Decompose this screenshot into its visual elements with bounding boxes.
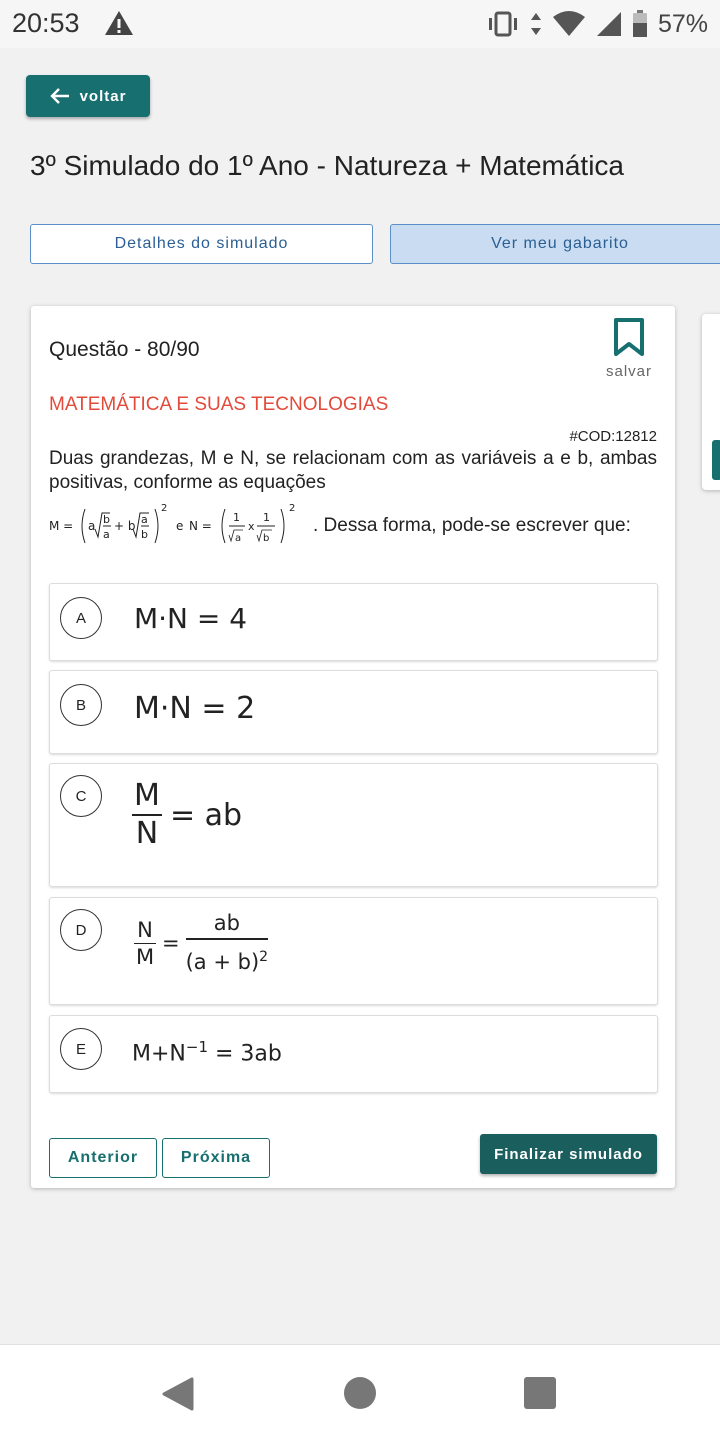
formula-one1: 1 <box>233 511 240 524</box>
formula-m-plus: + b <box>114 519 136 533</box>
bookmark-icon <box>613 318 645 356</box>
arrow-left-icon <box>50 87 70 105</box>
formula-m-lhs: M = <box>49 519 74 533</box>
option-d-rhs-numerator: ab <box>213 911 240 935</box>
nav-back-icon[interactable] <box>162 1377 194 1411</box>
page-title: 3º Simulado do 1º Ano - Natureza + Matemática <box>30 150 624 181</box>
formula-image <box>49 499 307 553</box>
battery-percent: 57% <box>657 9 708 38</box>
option-a[interactable] <box>49 583 658 661</box>
option-c-math <box>132 778 242 852</box>
option-d-letter: D <box>60 909 102 951</box>
formula-rad-a2: a <box>141 513 148 526</box>
tab-details[interactable]: Detalhes do simulado <box>30 224 373 264</box>
next-card-peek-button[interactable] <box>712 440 720 480</box>
option-e-post: = 3ab <box>215 1041 282 1067</box>
warning-icon <box>104 10 134 36</box>
battery-icon <box>632 10 648 38</box>
option-d-numerator: N <box>137 917 153 942</box>
formula-rad-b1: b <box>103 513 110 526</box>
formula-rad-b3: b <box>263 533 270 544</box>
save-button[interactable] <box>599 318 659 380</box>
question-title: Questão - 80/90 <box>49 338 200 361</box>
option-a-math: M·N = 4 <box>134 602 248 635</box>
option-e-pre: M+N <box>132 1041 186 1067</box>
option-d-equals: = <box>162 931 180 956</box>
question-code: #COD:12812 <box>569 428 657 445</box>
option-e-letter: E <box>60 1028 102 1070</box>
option-d-rhs-exponent: 2 <box>259 948 269 965</box>
formula-rad-a3: a <box>235 533 242 544</box>
finish-exam-button[interactable]: Finalizar simulado <box>480 1134 657 1174</box>
statement-formula-row <box>49 499 657 553</box>
formula-exp1: 2 <box>161 503 168 514</box>
option-d-rhs-denominator: (a + b) <box>185 949 260 974</box>
option-c-rhs: = ab <box>170 797 243 833</box>
next-button[interactable]: Próxima <box>162 1138 270 1178</box>
signal-icon <box>596 11 622 37</box>
question-card <box>31 306 675 1188</box>
option-e-math <box>132 1038 282 1066</box>
formula-rad-a1: a <box>103 528 110 541</box>
status-time: 20:53 <box>12 8 80 38</box>
formula-rad-b2: b <box>141 528 148 541</box>
save-label: salvar <box>605 363 652 380</box>
option-d-denominator: M <box>135 945 155 969</box>
formula-n-lhs: N = <box>189 519 212 533</box>
data-arrows-icon <box>530 12 542 36</box>
status-icons <box>486 8 708 40</box>
area-title: MATEMÁTICA E SUAS TECNOLOGIAS <box>49 394 389 415</box>
option-b-math: M·N = 2 <box>134 691 256 726</box>
status-bar <box>0 0 720 48</box>
formula-one2: 1 <box>263 511 270 524</box>
nav-home-icon[interactable] <box>344 1377 376 1409</box>
option-b-letter: B <box>60 684 102 726</box>
statement-intro: Duas grandezas, M e N, se relacionam com as variáveis a e b, ambas positivas, conforme as equações <box>49 448 657 493</box>
previous-button[interactable]: Anterior <box>49 1138 157 1178</box>
option-b[interactable] <box>49 670 658 754</box>
wifi-icon <box>552 11 586 37</box>
formula-m-a: a <box>88 519 96 533</box>
formula-times: x <box>248 520 255 533</box>
option-c-denominator: N <box>135 816 159 851</box>
option-d[interactable] <box>49 897 658 1005</box>
option-c-letter: C <box>60 775 102 817</box>
back-label: voltar <box>79 87 127 105</box>
option-c[interactable] <box>49 763 658 887</box>
option-d-math <box>134 908 268 979</box>
formula-conj: e <box>176 519 184 533</box>
option-e[interactable] <box>49 1015 658 1093</box>
tab-gabarito[interactable]: Ver meu gabarito <box>390 224 720 264</box>
system-nav-bar <box>0 1344 720 1441</box>
question-statement <box>49 447 657 553</box>
back-button[interactable] <box>26 75 150 117</box>
vibrate-icon <box>486 11 520 37</box>
formula-exp2: 2 <box>289 503 296 514</box>
option-a-letter: A <box>60 597 102 639</box>
option-e-exponent: −1 <box>185 1038 208 1056</box>
statement-end: . Dessa forma, pode-se escrever que: <box>313 515 631 536</box>
option-c-numerator: M <box>134 778 160 813</box>
nav-recents-icon[interactable] <box>524 1377 556 1409</box>
